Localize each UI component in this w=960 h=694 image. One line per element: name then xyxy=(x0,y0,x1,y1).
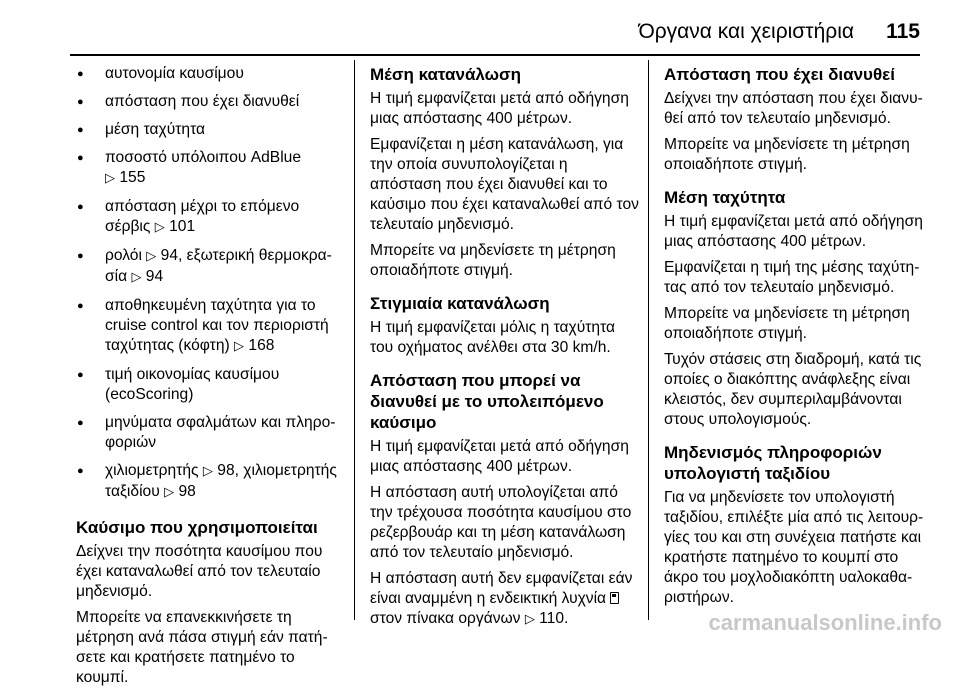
paragraph: Δείχνει την απόσταση που έχει διανυθεί από τον τελευταίο μηδενισμό. xyxy=(664,90,923,127)
paragraph: Η τιμή εμφανίζεται μετά από οδήγηση μιας απόστασης 400 μέτρων. xyxy=(370,438,629,475)
page-number: 115 xyxy=(886,20,920,43)
page-ref-arrow-icon: ▷ xyxy=(234,339,245,354)
list-item: ● μηνύματα σφαλμάτων και πληροφοριών xyxy=(76,413,348,453)
section-heading-avg-consumption: Μέση κατανάλωση xyxy=(370,65,522,84)
page-ref-arrow-icon: ▷ xyxy=(202,464,213,479)
chapter-title: Όργανα και χειριστήρια xyxy=(638,20,854,43)
paragraph: Μπορείτε να μηδενίσετε τη μέτρηση οποιαδήποτε στιγμή. xyxy=(664,136,910,173)
list-item: ● χιλιομετρητής ▷ 98, χιλιομετρητής ταξιδίου ▷ 98 xyxy=(76,461,348,503)
list-item: ● τιμή οικονομίας καυσίμου (ecoScoring) xyxy=(76,365,348,405)
list-item: ● ποσοστό υπόλοιπου AdBlue ▷ 155 xyxy=(76,148,348,189)
paragraph: Εμφανίζεται η μέση κατανάλωση, για την οποία συνυπολογίζεται η απόσταση που έχει διανυθεί και το καύσιμο που έχει καταναλωθεί από τον τελευταίο μηδενισμό. xyxy=(370,136,639,233)
page-ref-link[interactable]: 94 xyxy=(145,268,164,285)
page-ref-arrow-icon: ▷ xyxy=(154,220,165,235)
page-ref-link[interactable]: 98 xyxy=(178,483,196,500)
list-item: ● μέση ταχύτητα xyxy=(76,120,348,140)
paragraph: Μπορείτε να μηδενίσετε τη μέτρηση οποιαδήποτε στιγμή. xyxy=(664,305,910,342)
paragraph: Τυχόν στάσεις στη διαδρομή, κατά τις οποίες ο διακόπτης ανάφλεξης είναι κλειστός, δεν συμπεριλαμβάνονται στους υπολογισμούς. xyxy=(664,351,922,428)
paragraph: Δείχνει την ποσότητα καυσίμου που έχει καταναλωθεί από τον τελευταίο μηδενισμό. xyxy=(76,543,323,600)
page-ref-link[interactable]: 110 xyxy=(539,610,565,627)
paragraph: Μπορείτε να επανεκκινήσετε τη μέτρηση ανά πάσα στιγμή εάν πατήσετε και κρατήσετε πατημένο το κουμπί. xyxy=(76,609,328,686)
page-header xyxy=(0,0,960,56)
page-ref-arrow-icon: ▷ xyxy=(146,249,157,264)
paragraph: Η απόσταση αυτή δεν εμφανίζεται εάν είναι αναμμένη η ενδεικτική λυχνία στον πίνακα οργάνων ▷ 110. xyxy=(370,570,633,627)
section-heading-fuel-used: Καύσιμο που χρησιμοποιείται xyxy=(76,518,318,537)
section-heading-reset: Μηδενισμός πληροφοριών υπολογιστή ταξιδίου xyxy=(664,443,882,483)
paragraph: Για να μηδενίσετε τον υπολογιστή ταξιδίου, επιλέξτε μία από τις λειτουργίες του και στη συνέχεια πατήστε και κρατήστε πατημένο το κουμπί στο άκρο του μοχλοδιακόπτη υαλοκαθαριστήρων. xyxy=(664,489,924,606)
page-ref-arrow-icon: ▷ xyxy=(524,612,535,627)
list-item: ● αυτονομία καυσίμου xyxy=(76,64,348,84)
section-heading-range: Απόσταση που μπορεί να διανυθεί με το υπολειπόμενο καύσιμο xyxy=(370,371,604,432)
paragraph: Εμφανίζεται η τιμή της μέσης ταχύτητας από τον τελευταίο μηδενισμό. xyxy=(664,259,920,296)
fuel-warning-lamp-icon xyxy=(610,592,619,604)
paragraph: Η τιμή εμφανίζεται μετά από οδήγηση μιας απόστασης 400 μέτρων. xyxy=(370,90,629,127)
column-1 xyxy=(76,64,348,694)
column-3 xyxy=(664,64,930,614)
page-ref-link[interactable]: 94 xyxy=(160,247,178,264)
column-divider-2 xyxy=(648,60,649,620)
list-item: ● απόσταση που έχει διανυθεί xyxy=(76,92,348,112)
page-ref-link[interactable]: 155 xyxy=(119,169,146,186)
list-item: ● ρολόι ▷ 94, εξωτερική θερμοκρασία ▷ 94 xyxy=(76,246,348,288)
section-heading-instant-consumption: Στιγμιαία κατανάλωση xyxy=(370,294,550,313)
page-ref-link[interactable]: 101 xyxy=(169,218,196,235)
page-ref-arrow-icon: ▷ xyxy=(105,171,115,186)
section-heading-avg-speed: Μέση ταχύτητα xyxy=(664,188,786,207)
paragraph: Η τιμή εμφανίζεται μόλις η ταχύτητα του οχήματος ανέλθει στα 30 km/h. xyxy=(370,319,616,356)
column-2 xyxy=(370,64,642,636)
list-item: ● απόσταση μέχρι το επόμενο σέρβις ▷ 101 xyxy=(76,197,348,238)
page-ref-link[interactable]: 98 xyxy=(217,462,235,479)
paragraph: Μπορείτε να μηδενίσετε τη μέτρηση οποιαδήποτε στιγμή. xyxy=(370,242,616,279)
page-ref-arrow-icon: ▷ xyxy=(131,270,142,285)
list-item: ● αποθηκευμένη ταχύτητα για το cruise control και τον περιοριστή ταχύτητας (κόφτη) ▷ 168 xyxy=(76,296,348,357)
trip-computer-functions-list xyxy=(76,64,348,503)
header-divider xyxy=(70,54,920,56)
page-ref-link[interactable]: 168 xyxy=(248,337,275,354)
paragraph: Η απόσταση αυτή υπολογίζεται από την τρέχουσα ποσότητα καυσίμου στο ρεζερβουάρ και τη μέση κατανάλωση από τον τελευταίο μηδενισμό. xyxy=(370,484,632,561)
section-heading-distance: Απόσταση που έχει διανυθεί xyxy=(664,65,895,84)
page-ref-arrow-icon: ▷ xyxy=(164,485,175,500)
paragraph: Η τιμή εμφανίζεται μετά από οδήγηση μιας απόστασης 400 μέτρων. xyxy=(664,213,923,250)
watermark: carmanualsonline.info xyxy=(708,610,942,635)
column-divider-1 xyxy=(354,60,355,620)
